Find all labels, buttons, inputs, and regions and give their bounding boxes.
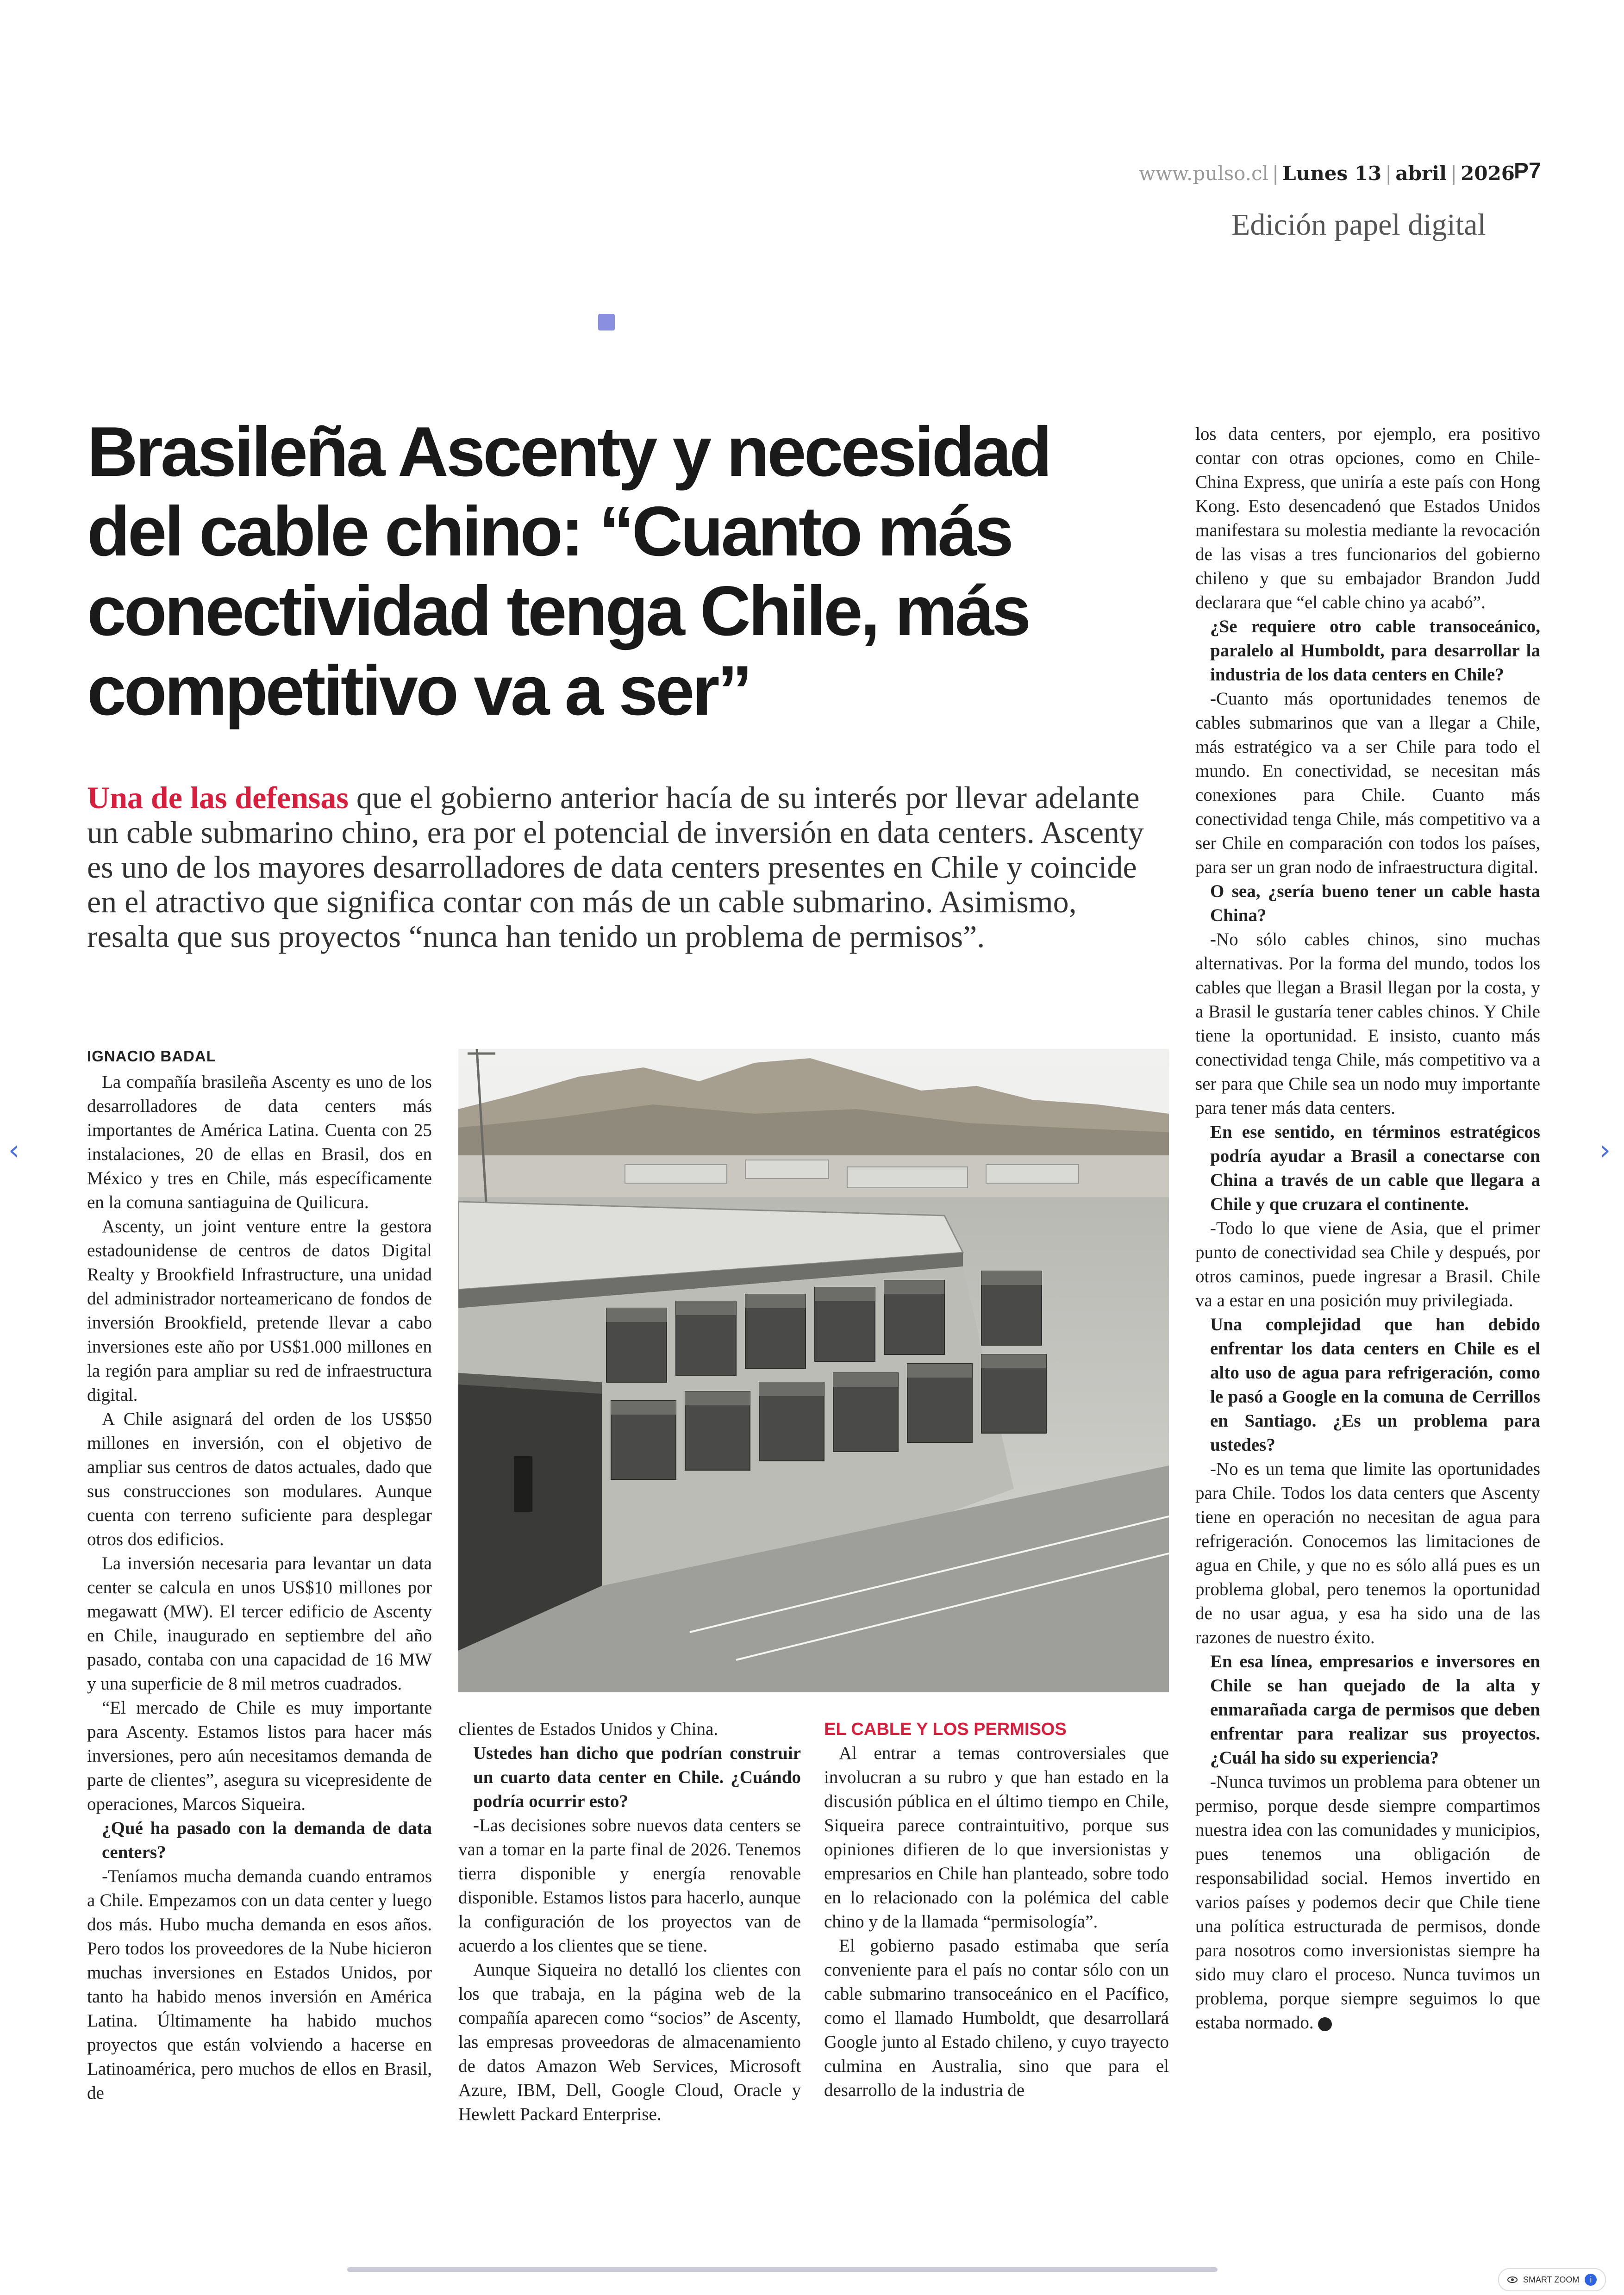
eye-icon — [1507, 2276, 1518, 2283]
article-column-3 — [824, 1717, 1169, 2102]
section-subhead: EL CABLE Y LOS PERMISOS — [824, 1720, 1067, 1739]
interview-question: En esa línea, empresarios e inversores en Chile se han quejado de la alta y enmarañada carga de permisos que deben enfrentar para realizar sus proyectos. ¿Cuál ha sido su experiencia? — [1210, 1652, 1540, 1768]
chevron-right-icon: › — [1599, 1134, 1611, 1166]
header-year: 2026 — [1461, 162, 1515, 185]
article-paragraph: los data centers, por ejemplo, era positivo contar con otras opciones, como en Chile-China Express, que uniría a este país con Hong Kong. Esto desencadenó que Estados Unidos manifestara su molestia mediante la revocación de las visas a tres funcionarios del gobierno chileno y que su embajador Brandon Judd declarara que “el cable chino ya acabó”. — [1195, 424, 1540, 612]
interview-question: Una complejidad que han debido enfrentar los data centers en Chile es el alto uso de agua para refrigeración, como le pasó a Google en la comuna de Cerrillos en Santiago. ¿Es un problema para ustedes? — [1210, 1315, 1540, 1455]
article-paragraph: El gobierno pasado estimaba que sería conveniente para el país no contar sólo con un cable submarino transoceánico en el Pacífico, como el llamado Humboldt, que desarrollará Google junto al Estado chileno, y cuyo trayecto culmina en Australia, sino que para el desarrollo de la industria de — [824, 1936, 1169, 2100]
article-paragraph: clientes de Estados Unidos y China. — [458, 1719, 718, 1739]
article-column-1 — [87, 1044, 432, 2105]
article-paragraph: La inversión necesaria para levantar un data center se calcula en unos US$10 millones por megawatt (MW). El tercer edificio de Ascenty en Chile, inaugurado en septiembre del año pasado, contaba con una capacidad de 16 MW y una superficie de 8 mil metros cuadrados. — [87, 1553, 432, 1694]
prev-page-button[interactable] — [8, 1134, 19, 1166]
header-month: abril — [1395, 162, 1447, 185]
next-page-button[interactable] — [1599, 1134, 1611, 1166]
page-number: P7 — [1514, 159, 1541, 183]
page-scrollbar-thumb[interactable] — [347, 2267, 1218, 2272]
article-paragraph: A Chile asignará del orden de los US$50 millones en inversión, con el objetivo de ampliar sus centros de datos actuales, dado que sus construcciones son modulares. Aunque cuenta con terreno suficiente para desplegar otros dos edificios. — [87, 1409, 432, 1549]
interview-question: ¿Se requiere otro cable transoceánico, paralelo al Humboldt, para desarrollar la industria de los data centers en Chile? — [1210, 617, 1540, 685]
deck-lead: Una de las defensas — [87, 780, 349, 815]
interview-question: O sea, ¿sería bueno tener un cable hasta China? — [1210, 881, 1540, 925]
smart-zoom-button[interactable] — [1498, 2268, 1606, 2291]
info-icon[interactable]: i — [1585, 2274, 1597, 2286]
article-paragraph: -Cuanto más oportunidades tenemos de cables submarinos que van a llegar a Chile, más estratégico va a ser Chile para todo el mundo. En conectividad, se necesitan más conexiones para Chile. Cuanto más conectividad tenga Chile, más competitivo va a ser Chile en comparación con todos los países, para ser un gran nodo de infraestructura digital. — [1195, 689, 1540, 877]
article-paragraph: -Las decisiones sobre nuevos data centers se van a tomar en la parte final de 2026. Tenemos tierra disponible y energía renovable disponible. Estamos listos para hacerlo, aunque la configuración de los proyectos van de acuerdo a los clientes que se tiene. — [458, 1815, 801, 1956]
smart-zoom-label: SMART ZOOM — [1523, 2275, 1580, 2284]
data-center-photo — [458, 1049, 1169, 1692]
deck-body: que el gobierno anterior hacía de su interés por llevar adelante un cable submarino chino, era por el potencial de inversión en data centers. Ascenty es uno de los mayores desarrolladores de data centers presentes en Chile y coincide en el atractivo que significa contar con más de un cable submarino. Asimismo, resalta que sus proyectos “nunca han tenido un problema de permisos”. — [87, 780, 1144, 954]
article-paragraph: “El mercado de Chile es muy importante para Ascenty. Estamos listos para hacer más inversiones, pero aún necesitamos demanda de parte de clientes”, asegura su vicepresidente de operaciones, Marcos Siqueira. — [87, 1698, 432, 1814]
edition-label: Edición papel digital — [1231, 208, 1486, 242]
article-headline: Brasileña Ascenty y necesidad del cable chino: “Cuanto más conectividad tenga Chile, más competitivo va a ser” — [87, 412, 1050, 730]
article-column-2 — [458, 1717, 801, 2127]
page-header-meta: www.pulso.cl | Lunes 13 | abril | 2026 — [1139, 162, 1515, 185]
interview-question: ¿Qué ha pasado con la demanda de data centers? — [102, 1818, 432, 1862]
article-paragraph: -Todo lo que viene de Asia, que el primer punto de conectividad sea Chile y después, por otros caminos, puede ingresar a Brasil. Chile va a estar en una posición muy privilegiada. — [1195, 1218, 1540, 1310]
article-paragraph: -Teníamos mucha demanda cuando entramos a Chile. Empezamos con un data center y luego dos más. Hubo mucha demanda en esos años. Pero todos los proveedores de la Nube hicieron muchas inversiones en Estados Unidos, por tanto ha habido menos inversión en América Latina. Últimamente ha habido muchos proyectos que están volviendo a hacerse en Latinoamérica, pero muchos de ellos en Brasil, de — [87, 1866, 432, 2103]
article-deck — [87, 780, 1161, 954]
article-paragraph: -Nunca tuvimos un problema para obtener un permiso, porque desde siempre compartimos nuestra idea con las comunidades y municipios, pues tenemos una obligación de responsabilidad social. Hemos invertido en varios países y podemos decir que Chile tiene una política estructurada de permisos, donde para nosotros como inversionistas siempre ha sido muy claro el proceso. Nunca tuvimos un problema, porque siempre seguimos lo que estaba normado. P — [1195, 1772, 1540, 2033]
article-paragraph: Ascenty, un joint venture entre la gestora estadounidense de centros de datos Digital Realty y Brookfield Infrastructure, una unidad del administrador norteamericano de fondos de inversión Brookfield, pretende llevar a cabo inversiones este año por US$1.000 millones en la región para ampliar su red de infraestructura digital. — [87, 1216, 432, 1405]
article-paragraph: La compañía brasileña Ascenty es uno de los desarrolladores de data centers más importantes de América Latina. Cuenta con 25 instalaciones, 20 de ellas en Brasil, dos en México y tres en Chile, más específicamente en la comuna santiaguina de Quilicura. — [87, 1072, 432, 1212]
article-paragraph: -No es un tema que limite las oportunidades para Chile. Todos los data centers que Ascenty tiene en operación no necesitan de agua para refrigeración. Conocemos las limitaciones de agua en Chile, y que no es sólo allá pues es un problema global, pero tenemos la oportunidad de no usar agua, y esa ha sido una de las razones de nuestro éxito. — [1195, 1459, 1540, 1647]
article-paragraph: -No sólo cables chinos, sino muchas alternativas. Por la forma del mundo, todos los cables que llegan a Brasil llegan por la costa, y a Brasil le gustaría tener cables chinos. Y Chile tiene la oportunidad. E insisto, cuanto más conectividad tenga Chile, más competitivo va a ser para que Chile sea un nodo muy importante para tener más data centers. — [1195, 929, 1540, 1118]
article-paragraph: Aunque Siqueira no detalló los clientes con los que trabaja, en la página web de la compañía aparecen como “socios” de Ascenty, las empresas proveedoras de almacenamiento de datos Amazon Web Services, Microsoft Azure, IBM, Dell, Google Cloud, Oracle y Hewlett Packard Enterprise. — [458, 1960, 801, 2124]
article-paragraph: Al entrar a temas controversiales que involucran a su rubro y que han estado en la discusión pública en el último tiempo en Chile, Siqueira parece contraintuitivo, porque sus opiniones difieren de lo que inversionistas y empresarios en Chile han planteado, sobre todo en lo relacionado con la polémica del cable chino y de la llamada “permisología”. — [824, 1743, 1169, 1932]
article-column-4 — [1195, 422, 1540, 2035]
data-center-illustration — [458, 1049, 1169, 1692]
interview-question: Ustedes han dicho que podrían construir un cuarto data center en Chile. ¿Cuándo podría ocurrir esto? — [473, 1743, 801, 1811]
byline: IGNACIO BADAL — [87, 1048, 216, 1065]
header-day: Lunes 13 — [1282, 162, 1382, 185]
interview-question: En ese sentido, en términos estratégicos podría ayudar a Brasil a conectarse con China a través de un cable que llegara a Chile y que cruzara el continente. — [1210, 1122, 1540, 1214]
bookmark-badge-icon[interactable] — [598, 314, 615, 331]
chevron-left-icon: ‹ — [8, 1134, 19, 1166]
site-url[interactable]: www.pulso.cl — [1139, 162, 1268, 185]
end-mark-icon: P — [1318, 2017, 1332, 2031]
